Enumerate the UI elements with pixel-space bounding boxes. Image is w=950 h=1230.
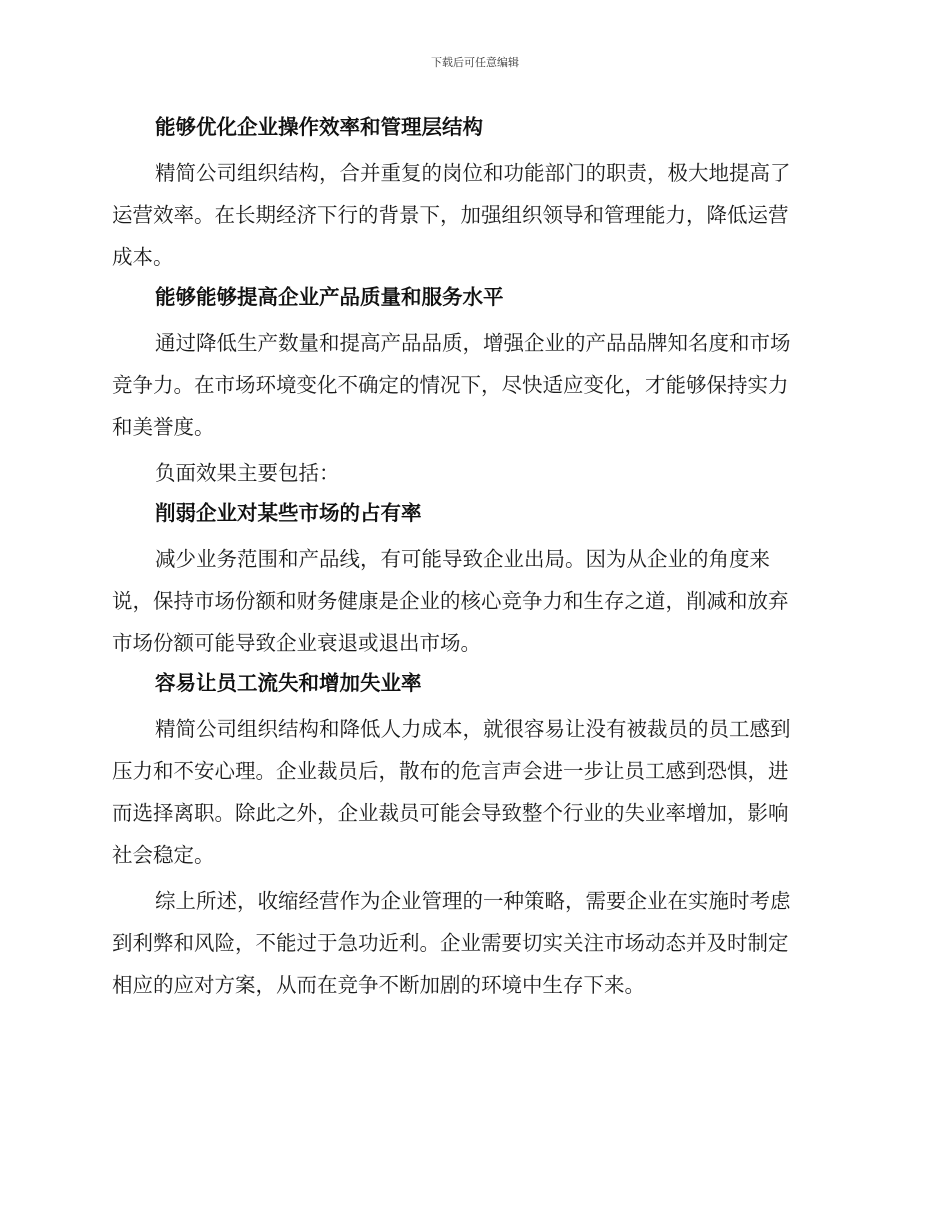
- paragraph: [112, 322, 832, 448]
- paragraph-line: 社会稳定。: [112, 843, 215, 867]
- paragraph-line: 运营效率。在长期经济下行的背景下，加强组织领导和管理能力，降低运营: [112, 203, 789, 227]
- paragraph: [112, 452, 832, 494]
- paragraph-line: 到利弊和风险，不能过于急功近利。企业需要切实关注市场动态并及时制定: [112, 931, 789, 955]
- paragraph: [112, 152, 832, 278]
- section-heading: 削弱企业对某些市场的占有率: [155, 501, 422, 525]
- section-heading: 能够能够提高企业产品质量和服务水平: [155, 285, 504, 309]
- paragraph-line: 而选择离职。除此之外，企业裁员可能会导致整个行业的失业率增加，影响: [112, 801, 789, 825]
- document-body: [112, 112, 832, 1010]
- paragraph: [112, 708, 832, 876]
- section-heading: 能够优化企业操作效率和管理层结构: [155, 115, 483, 139]
- page-header: 下载后可任意编辑: [431, 56, 519, 69]
- paragraph: [112, 538, 832, 664]
- paragraph-line: 精简公司组织结构和降低人力成本，就很容易让没有被裁员的员工感到: [155, 717, 791, 741]
- paragraph-line: 竞争力。在市场环境变化不确定的情况下，尽快适应变化，才能够保持实力: [112, 373, 789, 397]
- paragraph-line: 减少业务范围和产品线，有可能导致企业出局。因为从企业的角度来: [155, 547, 770, 571]
- paragraph-line: 压力和不安心理。企业裁员后，散布的危言声会进一步让员工感到恐惧，进: [112, 759, 789, 783]
- paragraph-line: 综上所述，收缩经营作为企业管理的一种策略，需要企业在实施时考虑: [155, 889, 791, 913]
- paragraph-line: 和美誉度。: [112, 415, 215, 439]
- paragraph-line: 精简公司组织结构，合并重复的岗位和功能部门的职责，极大地提高了: [155, 161, 791, 185]
- section-heading: 容易让员工流失和增加失业率: [155, 671, 422, 695]
- paragraph-line: 成本。: [112, 245, 174, 269]
- paragraph: [112, 880, 832, 1006]
- paragraph-line: 说，保持市场份额和财务健康是企业的核心竞争力和生存之道，削减和放弃: [112, 589, 789, 613]
- paragraph-line: 相应的应对方案，从而在竞争不断加剧的环境中生存下来。: [112, 973, 645, 997]
- paragraph-line: 通过降低生产数量和提高产品品质，增强企业的产品品牌知名度和市场: [155, 331, 791, 355]
- paragraph-line: 市场份额可能导致企业衰退或退出市场。: [112, 631, 481, 655]
- paragraph-line: 负面效果主要包括：: [155, 461, 340, 485]
